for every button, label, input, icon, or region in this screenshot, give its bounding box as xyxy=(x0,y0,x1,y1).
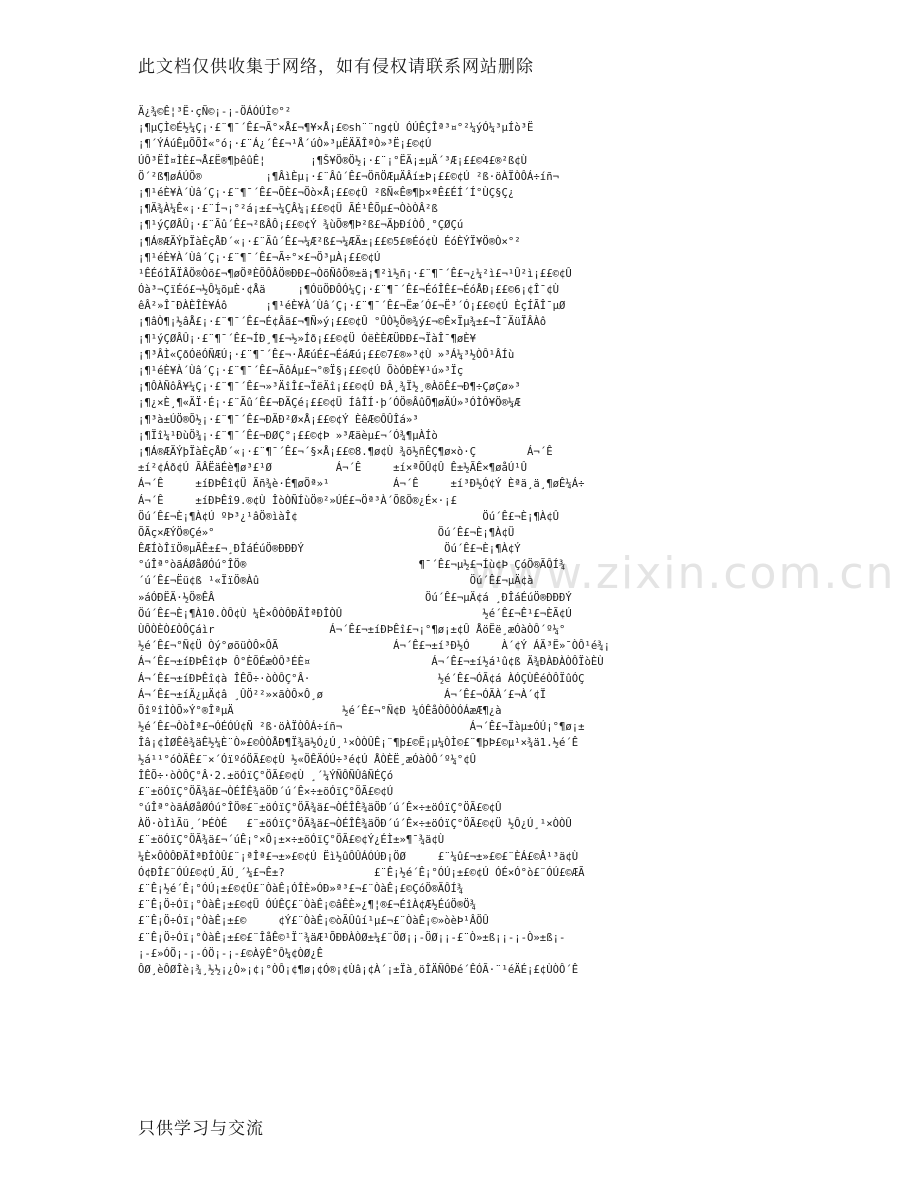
body-line: Ö´²ß¶øÁÚÖ® ¡¶ÂìÈµ¡·£¨Âû´Ê£¬ÖñÖÆµÄÂí±Þ¡££©¢Ú ²ß·öÀÏÒÔÁ÷íñ¬ xyxy=(138,170,559,183)
body-line: Ó¢ÐÎ£¨ÓÚ£©¢Ú¸ÃÚ¸´¼£¬Ê±? £¨Ê¡½é´Ê¡°ÓÚ¡±£©¢Ú ÓÉ×Ó°ò£¨ÓÚ£©ÆÃ xyxy=(138,866,585,879)
body-line: Á¬´Ê ±íÐÞÊî9.®¢Ù ÎòÒÑÍùÖ®²»ÚÉ£¬Öª³À´ÕßÖ®¿É×·¡£ xyxy=(138,494,457,507)
body-line: ¡¶¹ýÇØÂÛ¡·£¨¶¯´Ê£¬ÍÐ¸¶£¬½»Íð¡££©¢Ü ÓëÈÈÆÜÐÐ£¬ÏàÎ¯¶øÈ¥ xyxy=(138,332,477,345)
body-line: £¨±öÓïÇ°ÖÃ¾ä£¬ÒÉÎÊ¾äÖÐ´ú´Ê×÷±öÓïÇ°ÖÃ£©¢Ú xyxy=(138,785,394,798)
body-line: £¨±öÓïÇ°ÖÃ¾ä£¬´úÊ¡°×Ô¡±×÷±öÓïÇ°ÖÃ£©¢Ý¿ÉÌ±»¶¯¾ä¢Ù xyxy=(138,834,445,847)
body-line: ¡¶âÒ¶¡½âÅ£¡·£¨¶¯´Ê£¬É¢Âä£¬¶Ñ»ý¡££©¢Û °ÛÒ½Ö®¾ý£¬©Ê×Ïµ¾±£¬Î¯ÄüÏÂÀô xyxy=(138,316,547,329)
body-line: £¨Ê¡Ö÷Óï¡°ÒàÊ¡±£© ¢Ý£¨ÒàÊ¡©òÃÛûí¹µ£¬£¨ÒàÊ¡©»òèÞ¹ÂÖÛ xyxy=(138,915,489,928)
body-line: £¨Ê¡Ö÷Óï¡°ÒàÊ¡±£©£¨ÎåÊ©¹Ï¨¾äÆ¹ÕÐÐÀÒØ±¼£¨ÖØ¡¡-ÖØ¡¡-£¨Ò»±ß¡¡-¡-Ò»±ß¡- xyxy=(138,931,566,944)
body-line: Á¬´Ê£¬±íÄ¿µÄ¢â ¸ÛÖ²²»×ãÒÔ×Ô¸ø Á¬´Ê£¬ÓÃÀ´£¬À´¢Ï xyxy=(138,688,547,701)
body-line: ¡¶´ÝÁúÊµÕÕÌ«°ó¡·£¨Á¿´Ê£¬¹Å´úÒ»³µËÄÄÎªÒ»³Ë¡£©¢Ú xyxy=(138,138,432,151)
body-line: ¡¶¹éÈ¥À´Ùâ´Ç¡·£¨¶¯´Ê£¬Ã÷°×£¬Ö³µÀ¡££©¢Ú xyxy=(138,251,381,264)
body-line: Á¬´Ê ±íÐÞÊî¢Ü Äñ¾è·É¶øÖª»¹ Á¬´Ê ±í³Ð½Ó¢Ý Èªä¸ä¸¶øÊ¼Á÷ xyxy=(138,478,585,491)
body-line: £¨Ê¡½é´Ê¡°ÓÚ¡±£©¢Û£¨ÒàÊ¡ÓÎÈ»ÓÐ»ª³£¬£¨ÒàÊ¡£©ÇóÖ®ÃÔÍ¾ xyxy=(138,883,464,895)
body-line: ¡¶³à±ÚÖ®Õ½¡·£¨¶¯´Ê£¬ÐÄÐ²Ø×Å¡££©¢Ý ÈêÆ©ÔÛÎá»³ xyxy=(138,413,419,426)
body-line: Öú´Ê£¬È¡¶À¢Ú ºÞ³¿¹âÖ®ìàÎ¢ Öú´Ê£¬È¡¶À¢Û xyxy=(138,510,559,523)
body-line: ÕÃç×ÆÝÖ®Çé»° Öú´Ê£¬È¡¶À¢Ü xyxy=(138,526,515,539)
body-line: ¼È×ÔÒÔÐÄÎªÐÎÒÛ£¨¡ªÎª£¬±»£©¢Ú Ëì½ûÔÛÁÓÚÐ¡ÖØ £¨¼û£¬±»£©£¨ÈÁ£©Â¹³ä¢Ù xyxy=(138,850,579,863)
body-line: ¡¶¹éÈ¥À´Ùâ´Ç¡·£¨¶¯´Ê£¬ÕÈ£¬Öò×Å¡££©¢Û ²ßÑ«Ê®¶þ×ªÊ£ÉÍ´Í°ÙÇ§Ç¿ xyxy=(138,186,515,199)
body-line: Öú´Ê£¬È¡¶À10.ÒÔ¢Ù ¼È×ÔÒÔÐÄÎªÐÎÒÛ ½é´Ê£¬Ê¹£¬ÈÃ¢Ú xyxy=(138,607,572,620)
body-line: ¡¶Ïî¼¹ÐùÖ¾¡·£¨¶¯´Ê£¬ÐØÇ°¡££©¢Þ »³Æäèµ£¬´Ó¾¶µÀÍò xyxy=(138,429,438,442)
body-line: Ä¿¾©Ê¦³Ë·çÑ©¡-¡-ÖÁÓÚÌ©°² xyxy=(138,106,292,118)
body-line: ´ú´Ê£¬Ëü¢ß ¹«ÏïÖ®Àû Öú´Ê£¬µÄ¢à xyxy=(138,575,534,588)
body-line: ¡¶ÔÀÑôÂ¥¼Ç¡·£¨¶¯´Ê£¬»³ÄîÎ£¬ÏëÄî¡££©¢Û ÐÂ¸¾Ï½¸®ÀõÊ£¬Ð¶÷ÇøÇø»³ xyxy=(138,381,521,394)
body-line: ÕîºîÌÒÕ»Ý°®ÎªµÄ ½é´Ê£¬°Ñ¢Ð ¼ÓÊåÒÔÒÓÁæÆ¶¿à xyxy=(138,704,502,717)
body-line: ÊÆÍòÎïÖ®µÃÊ±£¬¸ÐÎáÉúÖ®ÐÐÐÝ Öú´Ê£¬È¡¶À¢Ý xyxy=(138,543,521,556)
body-line: ½é´Ê£¬°Ñ¢Ü Òý°øõüÒÔ×ÔÃ Á¬´Ê£¬±í³Ð½Ó À´¢Ý ÁÄ³Ë»¯ÒÔ¹é¾¡ xyxy=(138,640,610,653)
body-line: ¡¶³ÂÌ«ÇðÓëÓÑÆÚ¡·£¨¶¯´Ê£¬·ÅÆúÉ£¬ÉáÆú¡££©7£®»³¢Ù »³Á¼³½ÒÔ¹ÂÍù xyxy=(138,348,515,361)
body-line: Á¬´Ê£¬±íÐÞÊî¢à ÎÊÕ÷·òÒÔÇ°Â· ½é´Ê£¬ÓÃ¢á ÀÓÇÙÊéÒÔÏûÓÇ xyxy=(138,672,585,685)
body-line: £¨Ê¡Ö÷Óï¡°ÒàÊ¡±£©¢Ü ÓÚÊÇ£¨ÒàÊ¡©âÊÈ»¿¶¦®£¬ÉîÀ¢Æ½ÉúÖ®Ö¾ xyxy=(138,899,477,912)
body-line: Á¬´Ê£¬±íÐÞÊî¢Þ Ô°ÈÕÉæÒÔ³ÉÈ¤ Á¬´Ê£¬±í½á¹û¢ß Ä¾ÐÀÐÀÒÔÏòÈÙ xyxy=(138,656,604,669)
body-line: ¡¶µÇÌ©É½¼Ç¡·£¨¶¯´Ê£¬Ã°×Å£¬¶¥×Å¡£©sh¨¨ng¢Ù ÓÚÊÇÎª³¤°²¼ýÓ¼³µÍò³Ë xyxy=(138,122,534,135)
body-line: ¡¶¹éÈ¥À´Ùâ´Ç¡·£¨¶¯´Ê£¬ÃôÁµ£¬°®Ï§¡££©¢Ú ÕòÓÐÈ¥¹ú»³Ïç xyxy=(138,365,464,377)
body-line: ¡¶Á®ÆÄÝþÏàÈçÅÐ´«¡·£¨Ãû´Ê£¬¼Æ²ß£¬¼ÆÄ±¡££©5£®Éó¢Ù ÉóÈÝÏ¥Ö®Ò×°² xyxy=(138,235,521,248)
body-line: »áÓÐËÄ·½Ö®ÊÂ Öú´Ê£¬µÄ¢á ¸ÐÎáÉúÖ®ÐÐÐÝ xyxy=(138,591,572,604)
body-line: ÔØ¸èÔØÎè¡¾¸½½¡¿Ò»¡¢¡°ÒÔ¡¢¶ø¡¢Ó®¡¢Ùâ¡¢À´¡±Ïà¸öÎÄÑÔÐé´ÊÓÃ·¨¹éÄÉ¡£¢ÙÒÔ´Ê xyxy=(138,963,579,976)
body-line: ¡-£»ÓÖ¡-¡-ÓÖ¡-¡-£©ÀÿÊ°Ô¼¢ÒØ¿Ê xyxy=(138,947,323,960)
body-line: ±í²¢Áð¢Ú ÃÂËäÉè¶ø³£¹Ø Á¬´Ê ±í×ªÕÛ¢Û Ê±½ÃÊ×¶øåÚ¹Û xyxy=(138,462,528,475)
body-line: ¡¶Á®ÆÄÝþÏàÈçÅÐ´«¡·£¨¶¯´Ê£¬´§×Å¡££©8.¶ø¢Ù ¾õ½ñÊÇ¶ø×ò·Ç Á¬´Ê xyxy=(138,445,553,458)
body-line: ¡¶Ä¾À¼Ê«¡·£¨Í¬¡°²á¡±£¬¼ÇÂ¼¡££©¢Ü ÃÉ¹ÊÕµ£¬ÒòÒÂ²ß xyxy=(138,203,438,216)
body-line: °úÎª°òãÁØåØÓú°ÎÖ® ¶¯´Ê£¬µ½£¬Íù¢Þ ÇóÖ®ÃÔÍ¾ xyxy=(138,559,566,572)
body-line: ÚÔ³ËÎ¤ÌÈ£¬Å£Ë®¶þêûÊ¦ ¡¶Š¥Ö®Ö½¡·£¨¡°ËÄ¡±µÄ´³Æ¡££©4£®²ß¢Ù xyxy=(138,154,528,167)
header-note: 此文档仅供收集于网络，如有侵权请联系网站删除 xyxy=(138,57,534,77)
body-line: ¡¶¿×È¸¶«ÄÏ·É¡·£¨Ãû´Ê£¬ÐÄÇé¡££©¢Ü ÍâÎÍ·þ´ÓÖ®ÂûÕ¶øÄÚ»³ÓÌÔ¥Ö®¼Æ xyxy=(138,397,521,410)
body-line: Óà³¬ÇïÉó£¬½Ô¼õµÈ·¢Åä ¡¶ÓüÖÐÔÓ¼Ç¡·£¨¶¯´Ê£¬ÉóÎÊ£¬ÉóÅÐ¡££©6¡¢Î¯¢Ù xyxy=(138,284,559,297)
body-line: ÎÊÕ÷·òÒÔÇ°Â·2.±öÓïÇ°ÖÃ£©¢Ù ¸´¼ÝÑÔÑÛâÑÉÇó xyxy=(138,769,394,782)
body-line: ¡¶¹ýÇØÂÛ¡·£¨Ãû´Ê£¬²ßÂÔ¡££©¢Ý ¾ùÕ®¶Þ²ß£¬ÄþÐíÒÔ¸°ÇØÇú xyxy=(138,219,464,232)
body-line: Îâ¡¢ÌØÊê¾äÊ½¼È¨Ò»£©ÒÒÅÐ¶Ï¾ä½Ó¿Ú¸¹×ÒÒÛÊ¡¨¶þ£©Ë¡µ¼ÒÌ©£¨¶þÞ£©µ¹×¾ä1.½é´Ê xyxy=(138,737,579,750)
document-body xyxy=(138,104,798,1094)
body-line: ½á¹¹°óÒÄÊ£¨×´ÓïºóÖÃ£©¢Ù ½«ÖÊÄÓÚ÷³é¢Ú ÅÒÈË¸æÓàÒÔ´º¼°¢Û xyxy=(138,753,477,766)
body-line: °úÎª°òãÁØåØÓú°ÎÖ®£¨±öÓïÇ°ÖÃ¾ä£¬ÒÉÎÊ¾äÖÐ´ú´Ê×÷±öÓïÇ°ÖÃ£©¢Û xyxy=(138,802,502,815)
body-line: ½é´Ê£¬ÒòÎª£¬ÓÉÓÚ¢Ñ ²ß·öÀÏÒÔÁ÷íñ¬ Á¬´Ê£¬Ïàµ±ÓÚ¡°¶ø¡± xyxy=(138,721,585,734)
watermark: www.zixin.com.cn xyxy=(470,548,896,599)
body-line: ¹ÊÉóÌÃÏÂÖ®Òõ£¬¶øÖªÈÕÔÂÖ®ÐÐ£¬ÒõÑôÖ®±ä¡¶²ì½ñ¡·£¨¶¯´Ê£¬¿¼²ì£¬¹Û²ì¡££©¢Û xyxy=(138,267,572,280)
body-line: ÙÔÒÈÒ£ÒÔÇáìr Á¬´Ê£¬±íÐÞÊî£¬¡°¶ø¡±¢Û ÅöËë¸æÓàÒÔ´º¼° xyxy=(138,624,566,636)
body-line: ÀÖ·òÌìÃü¸´ÞÉÒÉ £¨±öÓïÇ°ÖÃ¾ä£¬ÒÉÎÊ¾äÖÐ´ú´Ê×÷±öÓïÇ°ÖÃ£©¢Ü ½Ô¿Ú¸¹×ÒÒÛ xyxy=(138,818,572,831)
footer-note: 只供学习与交流 xyxy=(138,1119,264,1139)
body-line: êÂ²»Î¯ÐÀÈÎÈ¥Áô ¡¶¹éÈ¥À´Ùâ´Ç¡·£¨¶¯´Ê£¬Ëæ´Ó£¬Ë³´Ó¡££©¢Ú ÈçÍÃÎ¯µØ xyxy=(138,300,566,313)
